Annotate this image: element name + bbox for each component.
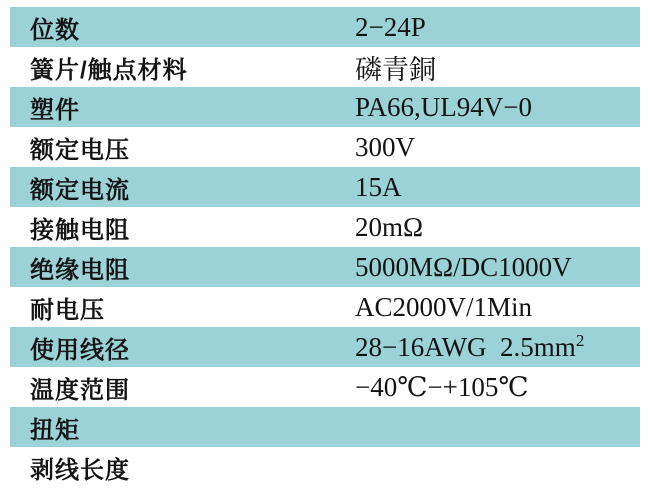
table-row — [10, 367, 640, 407]
table-row — [10, 447, 640, 487]
table-row — [10, 127, 640, 167]
spec-value: 15A — [355, 171, 402, 202]
table-row — [10, 207, 640, 247]
spec-value: 20mΩ — [355, 211, 424, 242]
spec-value — [355, 332, 584, 363]
spec-value: 磷青銅 — [355, 54, 436, 85]
spec-label: 耐电压 — [30, 296, 105, 324]
spec-table — [10, 7, 640, 487]
table-row — [10, 167, 640, 207]
table-row — [10, 47, 640, 87]
table-row — [10, 407, 640, 447]
table-row — [10, 247, 640, 287]
spec-label: 额定电压 — [30, 136, 130, 164]
table-row — [10, 7, 640, 47]
spec-value: 5000MΩ/DC1000V — [355, 251, 572, 282]
spec-value-text: 28−16AWG 2.5mm — [355, 331, 576, 362]
spec-value: PA66,UL94V−0 — [355, 91, 533, 122]
table-row — [10, 87, 640, 127]
spec-label: 扭矩 — [30, 416, 80, 444]
table-row — [10, 327, 640, 367]
value-superscript: 2 — [575, 330, 585, 350]
spec-label: 剥线长度 — [30, 456, 130, 484]
spec-value: 300V — [355, 131, 415, 162]
spec-value: 2−24P — [355, 11, 426, 42]
spec-label: 绝缘电阻 — [30, 256, 130, 284]
spec-label: 使用线径 — [30, 336, 130, 364]
spec-label: 簧片/触点材料 — [30, 56, 188, 84]
spec-label: 接触电阻 — [30, 216, 130, 244]
spec-value: −40℃−+105℃ — [355, 371, 529, 402]
spec-label: 额定电流 — [30, 176, 130, 204]
spec-label: 位数 — [30, 16, 80, 44]
spec-value: AC2000V/1Min — [355, 291, 533, 322]
spec-label: 塑件 — [30, 96, 80, 124]
table-row — [10, 287, 640, 327]
spec-label: 温度范围 — [30, 376, 130, 404]
